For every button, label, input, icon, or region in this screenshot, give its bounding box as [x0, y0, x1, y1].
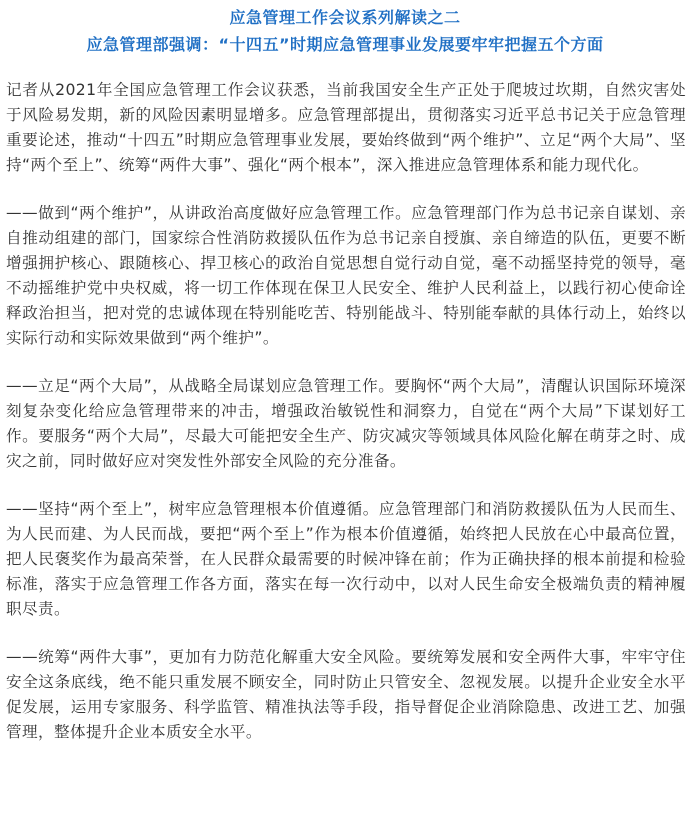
- paragraph-two-supremacies: ——坚持“两个至上”，树牢应急管理根本价值遵循。应急管理部门和消防救援队伍为人民而生、为人民而建、为人民而战，要把“两个至上”作为根本价值遵循，始终把人民放在心中最高位置，把人民褒奖作为最高荣誉，在人民群众最需要的时候冲锋在前；作为正确抉择的根本前提和检验标准，落实于应急管理工作各方面，落实在每一次行动中，以对人民生命安全极端负责的精神履职尽责。: [6, 500, 686, 618]
- paragraph-two-major-matters: ——统筹“两件大事”，更加有力防范化解重大安全风险。要统筹发展和安全两件大事，牢牢守住安全这条底线，绝不能只重发展不顾安全，同时防止只管安全、忽视发展。以提升企业安全水平促发展，运用专家服务、科学监管、精准执法等手段，指导督促企业消除隐患、改进工艺、加强管理，整体提升企业本质安全水平。: [6, 648, 686, 741]
- article-title: [0, 0, 690, 58]
- title-line-headline: 应急管理部强调：“十四五”时期应急管理事业发展要牢牢把握五个方面: [86, 35, 604, 54]
- paragraph-intro: 记者从2021年全国应急管理工作会议获悉，当前我国安全生产正处于爬坡过坎期，自然灾害处于风险易发期，新的风险因素明显增多。应急管理部提出，贯彻落实习近平总书记关于应急管理重要论述，推动“十四五”时期应急管理事业发展，要始终做到“两个维护”、立足“两个大局”、坚持“两个至上”、统筹“两件大事”、强化“两个根本”，深入推进应急管理体系和能力现代化。: [6, 81, 686, 174]
- paragraph-two-safeguards: ——做到“两个维护”，从讲政治高度做好应急管理工作。应急管理部门作为总书记亲自谋划、亲自推动组建的部门，国家综合性消防救援队伍作为总书记亲自授旗、亲自缔造的队伍，更要不断增强拥护核心、跟随核心、捍卫核心的政治自觉思想自觉行动自觉，毫不动摇坚持党的领导，毫不动摇维护党中央权威，将一切工作体现在保卫人民安全、维护人民利益上，以践行初心使命诠释政治担当，把对党的忠诚体现在特别能吃苦、特别能战斗、特别能奉献的具体行动上，始终以实际行动和实际效果做到“两个维护”。: [6, 204, 686, 347]
- title-line-series: 应急管理工作会议系列解读之二: [229, 8, 461, 27]
- article-body: [0, 78, 690, 745]
- paragraph-two-overall-situations: ——立足“两个大局”，从战略全局谋划应急管理工作。要胸怀“两个大局”，清醒认识国际环境深刻复杂变化给应急管理带来的冲击，增强政治敏锐性和洞察力，自觉在“两个大局”下谋划好工作。要服务“两个大局”，尽最大可能把安全生产、防灾减灾等领域具体风险化解在萌芽之时、成灾之前，同时做好应对突发性外部安全风险的充分准备。: [6, 377, 686, 470]
